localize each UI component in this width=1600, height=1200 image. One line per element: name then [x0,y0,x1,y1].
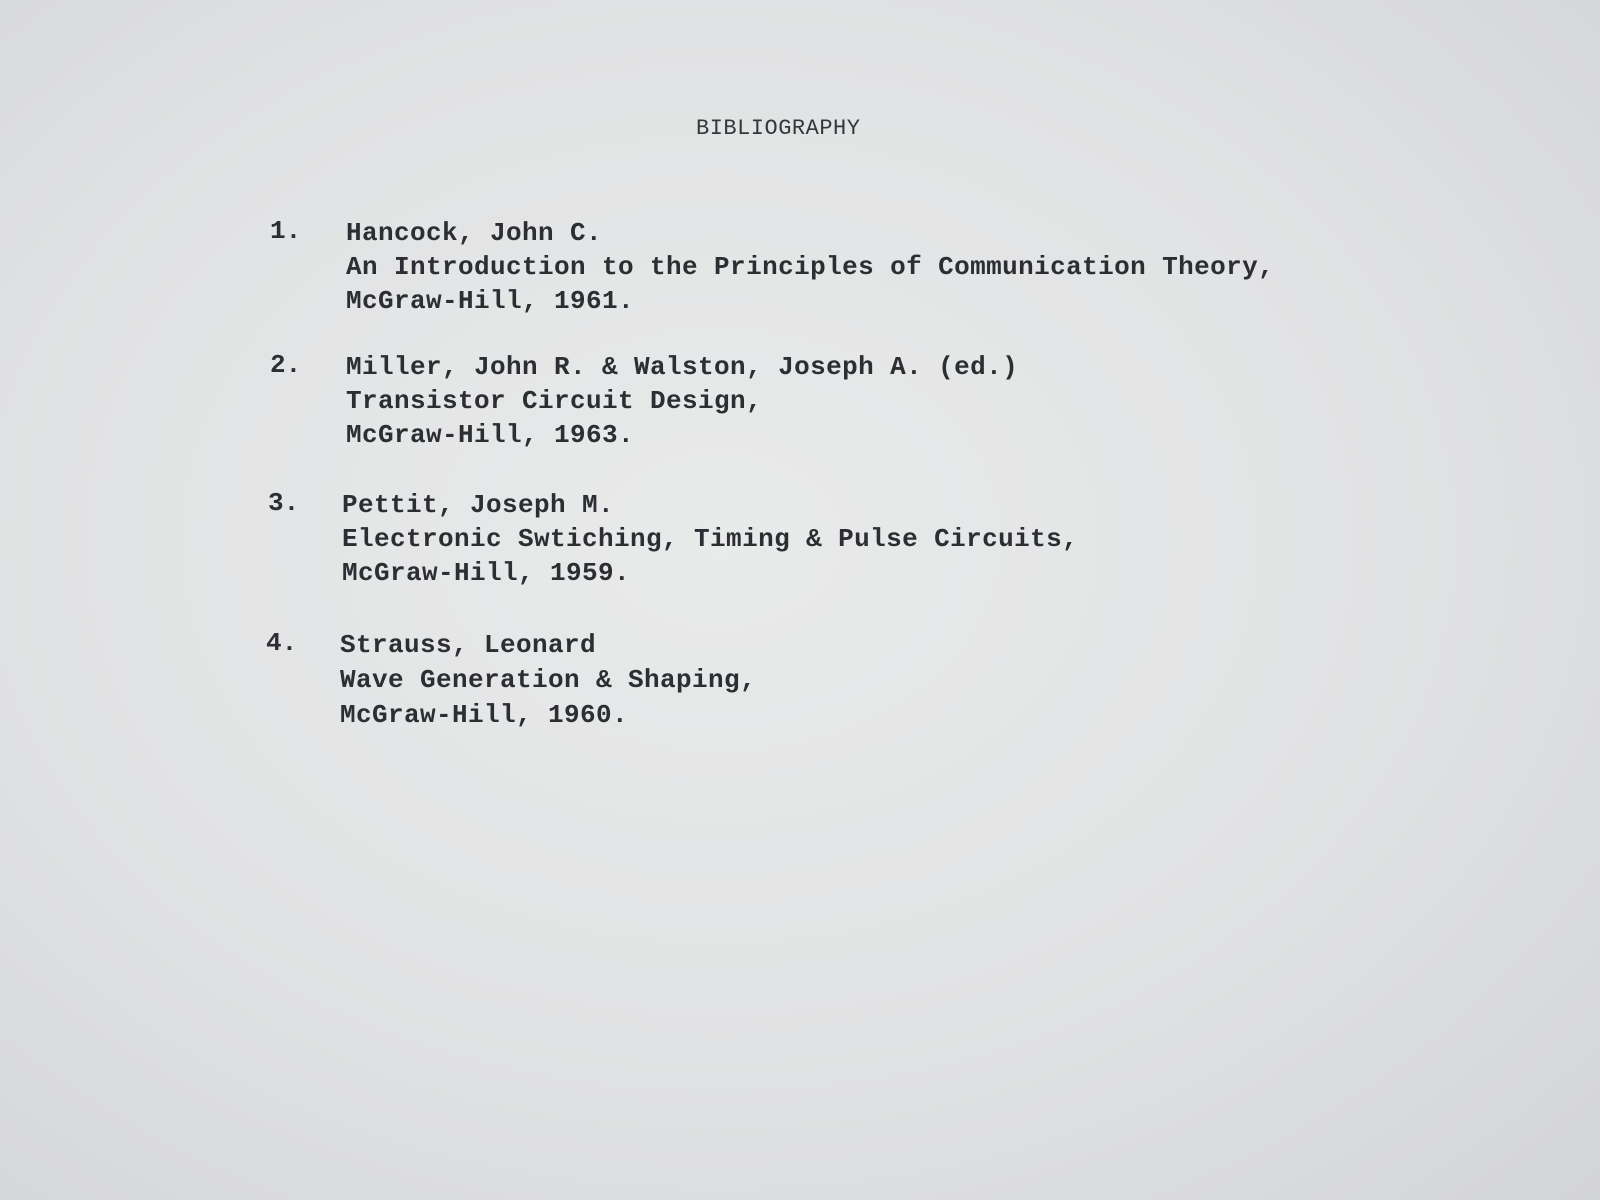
entry-publisher: McGraw-Hill, 1960. [340,700,629,730]
entry-publisher: McGraw-Hill, 1963. [346,420,635,450]
entry-author: Pettit, Joseph M. [342,490,615,520]
entry-title: Electronic Swtiching, Timing & Pulse Circuits, [342,524,1079,554]
entry-author: Strauss, Leonard [340,630,597,660]
entry-text [346,216,1274,318]
page-title: BIBLIOGRAPHY [696,116,861,141]
entry-number: 2. [270,350,302,380]
entry-number: 3. [268,488,300,518]
entry-text [340,628,756,733]
entry-number: 4. [266,628,298,658]
entry-number: 1. [270,216,302,246]
entry-text [346,350,1018,452]
entry-publisher: McGraw-Hill, 1959. [342,558,631,588]
entry-author: Miller, John R. & Walston, Joseph A. (ed.) [346,352,1019,382]
entry-publisher: McGraw-Hill, 1961. [346,286,635,316]
entry-author: Hancock, John C. [346,218,603,248]
entry-text [342,488,1078,590]
entry-title: An Introduction to the Principles of Communication Theory, [346,252,1275,282]
entry-title: Wave Generation & Shaping, [340,665,757,695]
entry-title: Transistor Circuit Design, [346,386,763,416]
